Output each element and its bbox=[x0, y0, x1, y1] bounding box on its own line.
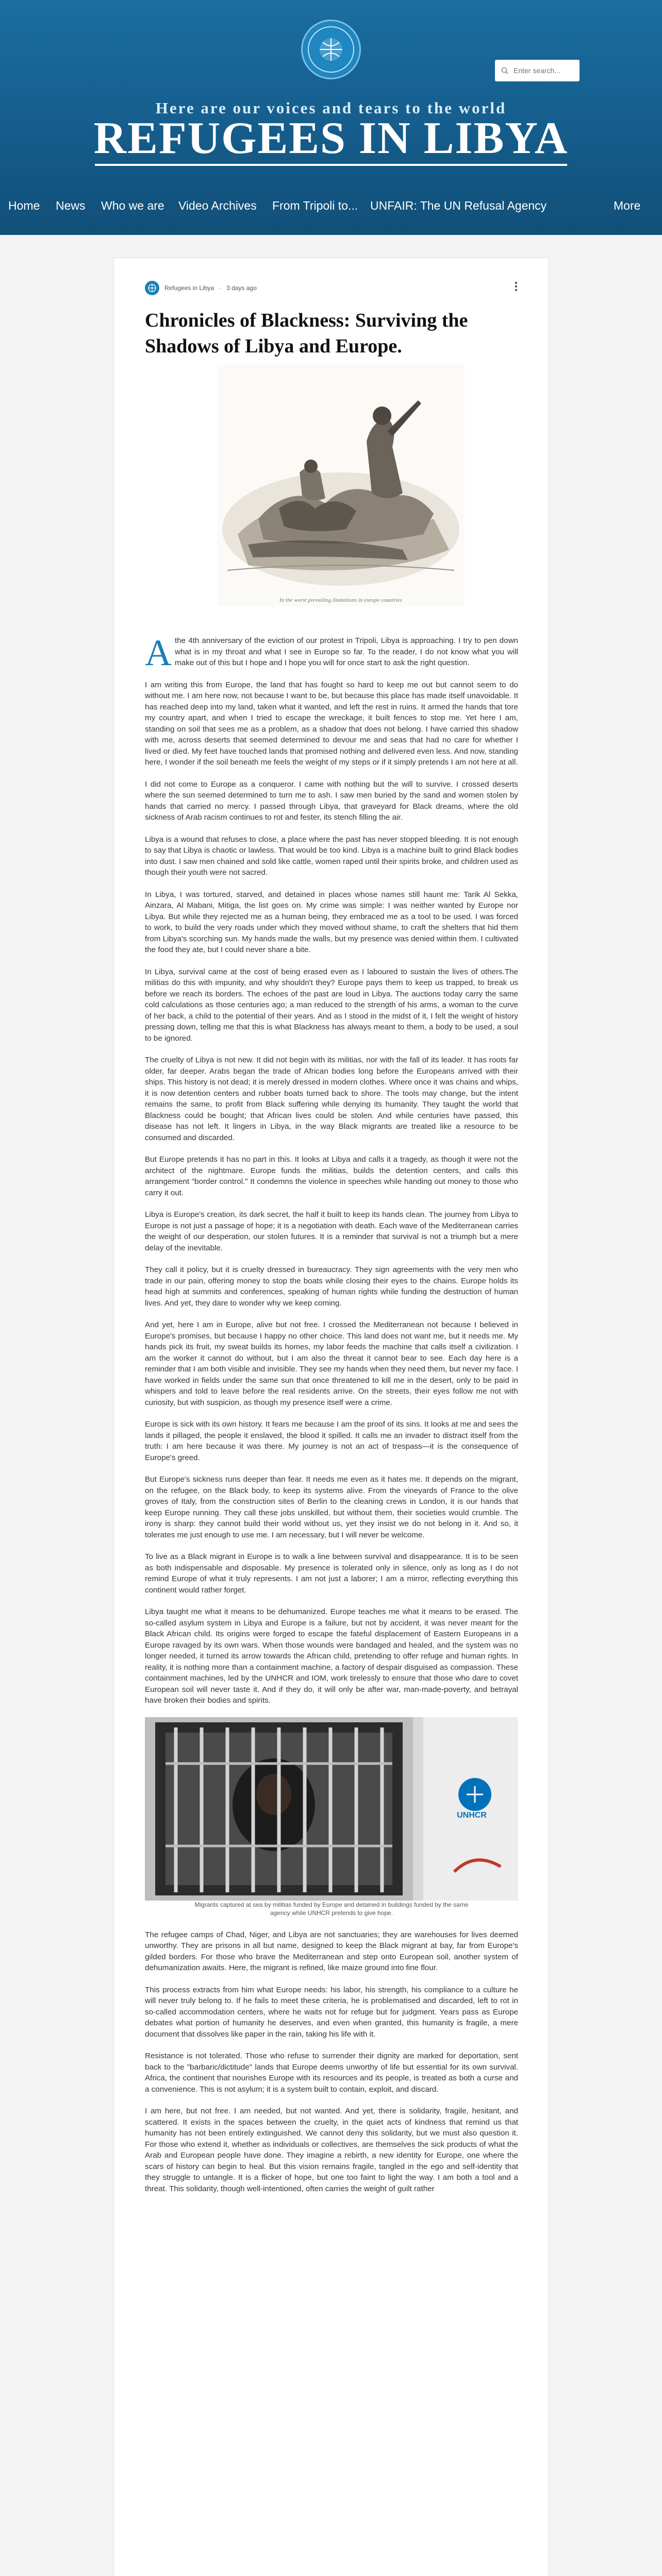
paragraph: Libya is a wound that refuses to close, a place where the past has never stopped bleeding. It is not enough to say that Libya is chaotic or lawless. That would be too kind. Libya is a machine built to grind Black bodies into dust. I saw men chained and sold like cattle, women raped until their spirits broke, and children used as though their youth were not sacred. bbox=[145, 835, 518, 877]
post-meta bbox=[145, 281, 257, 295]
paragraph: In Libya, I was tortured, starved, and detained in places whose names still haunt me: Tarik Al Sekka, Ainzara, Al Mabani, Mitiga, the list goes on. My crime was simple: I was neither wanted by Europe nor Libya. But while they rejected me as a human being, they embraced me as a tool to be used. I was forced to work, to build the very roads under which they moved without shame, to craft the shelters that hid them from Libya's scorching sun. My hands made the walls, but my presence was denied within them. I cultivated the food they ate, but I could never share a bite. bbox=[145, 890, 518, 954]
author-avatar[interactable] bbox=[145, 281, 159, 295]
post-card bbox=[113, 258, 549, 2576]
meta-separator: · bbox=[219, 284, 222, 292]
search-box[interactable] bbox=[495, 60, 580, 81]
nav-from-tripoli[interactable]: From Tripoli to... bbox=[272, 199, 358, 212]
site-logo[interactable] bbox=[301, 20, 361, 79]
post-body bbox=[145, 632, 518, 2205]
paragraph: The cruelty of Libya is not new. It did not begin with its militias, nor with the fall of its leader. It has roots far older, far deeper. Arabs began the trade of African bodies long before the Europeans arrived with their ships. This history is not dead; it is merely dressed in modern clothes. Where once it was chains and whips, it is now detention centers and rubber boats turned back to shore. The tools may change, but the intent remains the same, to profit from Black suffering while denying its humanity. They taught the world that Blackness could be bought; that African lives could be stolen. And while centuries have passed, this disease has not left. It lingers in Libya, in the way Black migrants are treated like a resource to be consumed and discarded. bbox=[145, 1056, 518, 1142]
drop-cap: A bbox=[145, 632, 172, 673]
author-name[interactable]: Refugees in Libya bbox=[164, 284, 214, 292]
more-options-icon[interactable] bbox=[515, 282, 517, 291]
title-underline bbox=[95, 164, 567, 166]
paragraph: But Europe pretends it has no part in this. It looks at Libya and calls it a tragedy, as though it were not the architect of the nightmare. Europe funds the militias, builds the detention centers, and calls this arrangement "border control." It condemns the violence in speeches while handing out money to those who carry it out. bbox=[145, 1155, 518, 1197]
site-title[interactable]: REFUGEES IN LIBYA bbox=[93, 113, 569, 163]
search-input[interactable] bbox=[514, 66, 570, 75]
post-title: Chronicles of Blackness: Surviving the Shadows of Libya and Europe. bbox=[145, 310, 468, 357]
nav-video-archives[interactable]: Video Archives bbox=[178, 199, 257, 212]
globe-icon bbox=[147, 283, 157, 293]
search-icon bbox=[501, 67, 508, 74]
paragraph: They call it policy, but it is cruelty dressed in bureaucracy. They sign agreements with the very men who trade in our pain, offering money to stop the boats while closing their eyes to the chains. Europe holds its head high at summits and conferences, speaking of human rights while funding the destruction of human lives. And yet, they dare to wonder why we keep coming. bbox=[145, 1265, 518, 1308]
nav-more[interactable]: More bbox=[614, 199, 641, 212]
paragraph: I am here, but not free. I am needed, but not wanted. And yet, there is solidarity, fragile, hesitant, and scattered. It exists in the spaces between the cruelty, in the quiet acts of kindness that remind us that humanity has not been entirely extinguished. We cannot deny this solidarity, but we must also question it. For those who extend it, whether as individuals or collectives, are themselves the sick products of what the Arab and European people have done. They imagine a rebirth, a new identity for Europe, one where the scars of history can begin to heal. But this vision remains fragile, tangled in the ego and self-identity that they struggle to untangle. It is a flicker of hope, but one too faint to light the way. I am both a tool and a threat. This solidarity, though well-intentioned, often carries the weight of guilt rather bbox=[145, 2107, 518, 2193]
site-header bbox=[0, 0, 662, 235]
photo-sign-text: UNHCR bbox=[457, 1810, 487, 1820]
paragraph: In Libya, survival came at the cost of being erased even as I laboured to sustain the lives of others.The militias do this with impunity, and why shouldn't they? Europe pays them to keep us trapped, to break us before we reach its borders. The echoes of the past are loud in Libya. The auctions today carry the same cold calculations as those centuries ago; a man reduced to the strength of his arms, a woman to the curve of her back, a child to the potential of their years. And as I stood in the midst of it, I felt the weight of history pressing down, telling me that this is what Blackness has always meant to them, a body to be used, a soul to be ignored. bbox=[145, 967, 518, 1043]
paragraph: Europe is sick with its own history. It fears me because I am the proof of its sins. It looks at me and sees the lands it pillaged, the people it enslaved, the blood it spilled. It calls me an invader to distract itself from the truth: I am here because it was there. My journey is not an act of trespass—it is the consequence of Europe's greed. bbox=[145, 1420, 518, 1462]
main-nav bbox=[0, 194, 662, 219]
paragraph: To live as a Black migrant in Europe is to walk a line between survival and disappearance. It is to be seen as both indispensable and disposable. My presence is tolerated only in silence, only as long as I do not remind Europe of what it truly represents. I am not just a laborer; I am a mirror, reflecting everything this continent would rather forget. bbox=[145, 1552, 518, 1595]
paragraph: Libya is Europe's creation, its dark secret, the half it built to keep its hands clean. The journey from Libya to Europe is not just a passage of hope; it is a negotiation with death. Each wave of the Mediterranean carries the weight of our desperation, our stolen futures. It is a reminder that survival is not a triumph but a mere delay of the inevitable. bbox=[145, 1210, 518, 1252]
nav-home[interactable]: Home bbox=[8, 199, 40, 212]
paragraph: Libya taught me what it means to be dehumanized. Europe teaches me what it means to be erased. The so-called asylum system in Libya and Europe is a failure, but not by accident, it was never meant for the Black African child. Its origins were forged to escape the fateful displacement of Eastern Europeans in a Europe ravaged by its own wars. When those wounds were bandaged and healed, and the system was no longer needed, it turned its arrow towards the African child, pretending to offer refuge and human rights. In reality, it is nothing more than a containment machine, a factory of despair disguised as compassion. These containment machines, led by the UNHCR and IOM, work tirelessly to ensure that those who dare to covet European soil will never taste it. And if they do, it will only be after war, man-made-poverty, and betrayal have broken their bodies and spirits. bbox=[145, 1607, 518, 1705]
nav-unfair[interactable]: UNFAIR: The UN Refusal Agency bbox=[370, 199, 547, 212]
photo-caption: Migrants captured at sea by militias funded by Europe and detained in buildings funded by the same agency while UNHCR pretends to give hope. bbox=[194, 1901, 469, 1917]
paragraph: The refugee camps of Chad, Niger, and Libya are not sanctuaries; they are warehouses for lives deemed unworthy. They are prisons in all but name, designed to keep the Black migrant at bay, far from Europe's gilded borders. For those who brave the Mediterranean and step onto European soil, another system of dehumanization awaits. Here, the migrant is refined, like maize ground into fine flour. bbox=[145, 1930, 518, 1972]
paragraph: And yet, here I am in Europe, alive but not free. I crossed the Mediterranean not because I believed in Europe's promises, but because I happy no other choice. This land does not want me, but it needs me. My hands pick its fruit, my sweat builds its homes, my labor feeds the machine that calls itself a civilization. I am the worker it cannot do without, but I am also the threat it cannot bear to see. Each day here is a reminder that I am both visible and invisible. They see my hands when they need them, but never my face. I have worked in fields under the same sun that once threatened to kill me in the desert, only to be paid in whispers and told to leave before the real residents arrive. On the streets, their eyes follow me not with curiosity, but with suspicion, as though my presence itself were a crime. bbox=[145, 1320, 518, 1407]
site-tagline: Here are our voices and tears to the world bbox=[155, 99, 507, 117]
hero-caption: In the worst prevailing limitations in europe countries bbox=[279, 597, 402, 603]
paragraph: But Europe's sickness runs deeper than fear. It needs me even as it hates me. It depends on the migrant, on the refugee, on the Black body, to keep its systems alive. From the vineyards of France to the olive groves of Italy, from the construction sites of Berlin to the cleaning crews in London, it is our hands that keep Europe running. They call these jobs unskilled, but without them, their societies would crumble. The irony is sharp: they cannot build their world without us, yet they insist we do not belong in it. And so, it tolerates me just enough to use me. I am necessary, but I will never be welcome. bbox=[145, 1475, 518, 1539]
nav-who-we-are[interactable]: Who we are bbox=[101, 199, 164, 212]
paragraph: Athe 4th anniversary of the eviction of our protest in Tripoli, Libya is approaching. I try to pen down what is in my throat and what I see in Europe so far. To the reader, I do not know what you will make out of this but I hope and I hope you will for once start to ask the right question. bbox=[145, 632, 518, 673]
hero-illustration bbox=[217, 364, 465, 606]
paragraph: Resistance is not tolerated. Those who refuse to surrender their dignity are marked for deportation, sent back to the "barbaric/dictitude" lands that Europe deems unworthy of life but essential for its own survival. Africa, the continent that nourishes Europe with its resources and its people, is treated as both a curse and a convenience. This is not asylum; it is a system built to contain, exploit, and discard. bbox=[145, 2052, 518, 2094]
paragraph: This process extracts from him what Europe needs: his labor, his strength, his compliance to a culture he will never truly belong to. If he fails to meet these criteria, he is problematised and discarded, left to rot in so-called accommodation centers, where he waits not for refuge but for judgment. Years pass as Europe debates what portion of humanity he deserves, and even when granted, this humanity is fragile, a mere document that dissolves like paper in the rain, taking his life with it. bbox=[145, 1985, 518, 2039]
nav-news[interactable]: News bbox=[56, 199, 86, 212]
paragraph: I did not come to Europe as a conqueror. I came with nothing but the will to survive. I crossed deserts where the sun seemed determined to turn me to ash. I saw men buried by the sand and women stolen by hands that carried no mercy. I passed through Libya, that graveyard for Black dreams, where the old sickness of Arab racism continues to rot and fester, its stench filling the air. bbox=[145, 779, 518, 822]
post-age: 3 days ago bbox=[226, 284, 257, 292]
globe-logo-icon bbox=[306, 25, 356, 74]
paragraph: I am writing this from Europe, the land that has fought so hard to keep me out but cannot seem to do without me. I am here now, not because I want to be, but because this place has made itself unavoidable. It has reached deep into my land, taken what it wanted, and left the rest in ruins. It armed the hands that tore my country apart, and when I tried to escape the wreckage, it built fences to stop me. Yet here I am, standing on soil that sees me as a problem, as a shadow that does not belong. I have carried this shadow with me, across deserts that seemed determined to devour me and seas that had no care for whether I lived or died. My feet have touched lands that promised nothing and delivered even less. And now, standing here, I wonder if the soil beneath me feels the weight of my steps or if it simply pretends I am not here at all. bbox=[145, 680, 518, 767]
